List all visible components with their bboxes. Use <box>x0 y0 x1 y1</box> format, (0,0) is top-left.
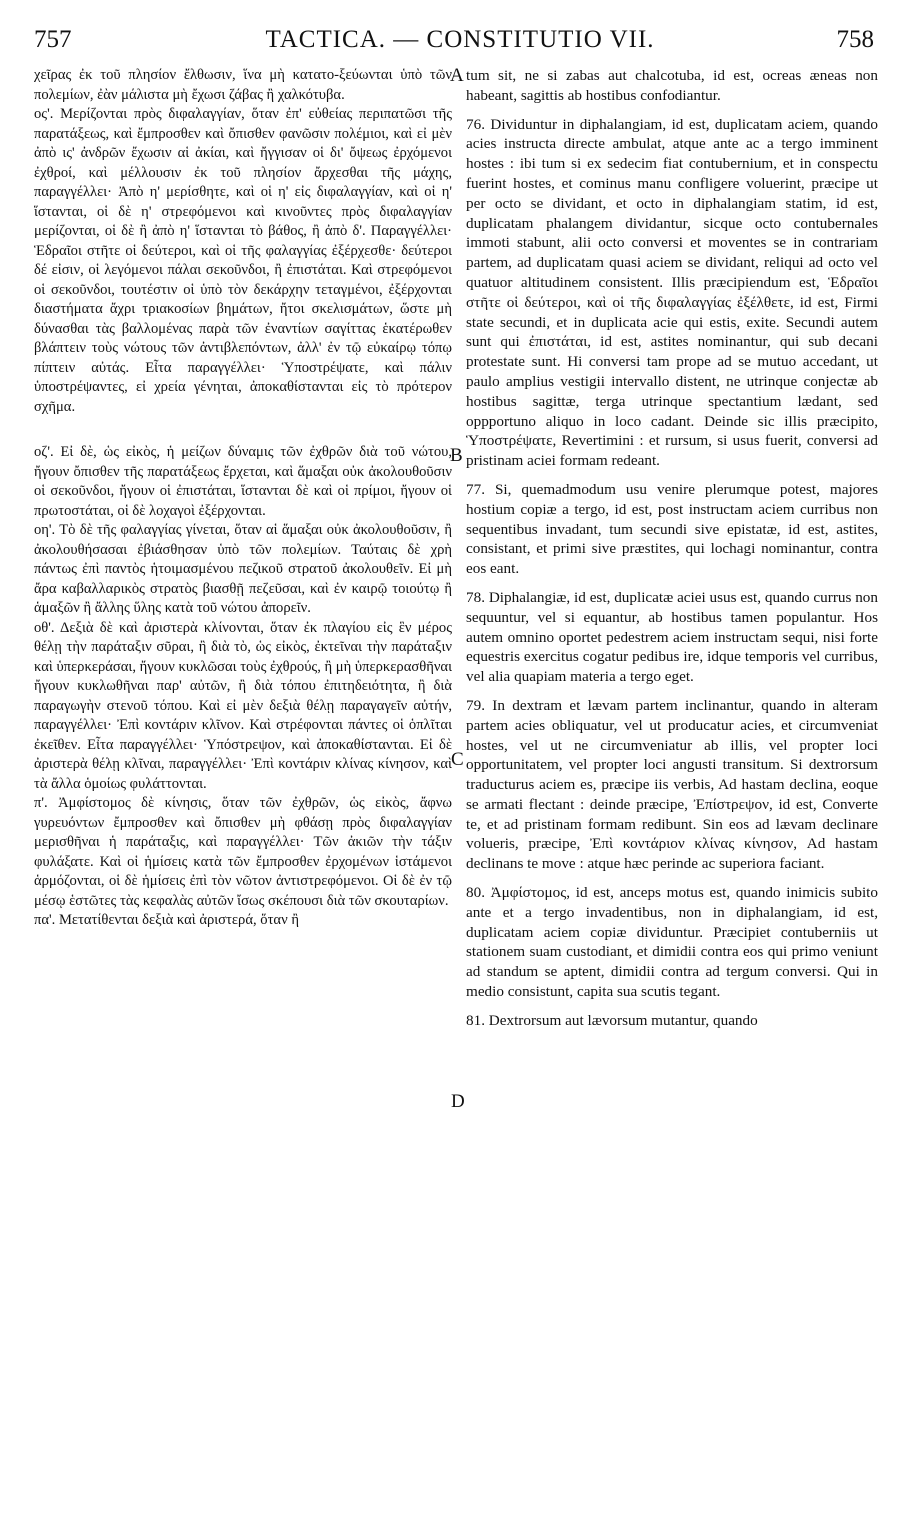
greek-paragraph: οθ'. Δεξιὰ δὲ καὶ ἀριστερὰ κλίνονται, ὅταν ἐκ πλαγίου εἰς ἓν μέρος θέλῃ τὴν παράταξιν σῦραι, ἢ διὰ τὸ, ὡς εἰκὸς, ἐκτεῖναι τὴν παράταξιν καὶ ὑπερκεράσαι, ἤγουν κυκλῶσαι τοὺς ἐχθρούς, ἢ μὴ ὑπερκερασθῆναι ἤγουν κυκλωθῆναι παρ' αὐτῶν, ἢ διὰ τόπου ἐπιτηδειότητα, ἢ διὰ παραγωγὴν στενοῦ τόπου. Καὶ εἰ μὲν δεξιὰ θέλῃ παραγαγεῖν αὐτήν, παραγγέλλει· Ἐπὶ κοντάριν κλῖνον. Καὶ στρέφονται πάντες οἱ ὁπλῖται ἐκεῖθεν. Εἶτα παραγγέλλει· Ὑπόστρεψον, καὶ ἀποκαθίστανται. Εἰ δὲ ἀριστερὰ θέλῃ κλῖναι, παραγγέλλει· Ἐπὶ κοντάριν κλίνας κίνησον, καὶ τὰ ἄλλα ὁμοίως φυλάττονται. <box>34 619 452 792</box>
latin-paragraph: 76. Dividuntur in diphalangiam, id est, duplicatam aciem, quando acies instructa directe ambulat, atque ante ac a tergo imminent hostes : ibi tum si ex sedecim fiat contubernium, et in conspectu fuerint hostes, et cominus manu confligere voluerint, præcipe ut per octo se dividant, et octo in diphalangiam statim, id est, duplicatam phalangem dividantur, sicque octo contubernales immoti stabunt, alii octo conversi et moventes se in contrariam partem, ad duplicatam quasi aciem se dividant, reliqui ad octo vel quatuor altitudinem consistent. Illis præcipiendum est, Ἑδραῖοι στῆτε οἱ δεύτεροι, καὶ οἱ τῆς διφαλαγγίας ἐξέλθετε, id est, Firmi state secundi, et in duplicata acie qui estis, exite. Secundi autem sunt qui ἐπιστάται, id est, astites nominantur, qui sub decani protestate sunt. Hi conversi tam prope ad se mutuo accedant, ut paulo amplius vestigii intervallo distent, ne utrinque conjectæ ab hostibus sagittæ, terga utrinque spectantium lædant, sed oppportuno aliquo in loco cadant. Deinde sic illis præcipito, Ὑποστρέψατε, Revertimini : et rursum, si usus fuerit, conversi ad pristinam aciei formam redeant. <box>466 115 878 470</box>
greek-column <box>34 66 452 931</box>
latin-paragraph: 80. Ἀμφίστομος, id est, anceps motus est, quando inimicis subito ante et a tergo invadentibus, non in diphalangiam, id est, duplicatam aciem copiæ dividuntur. Præcipiet contuberniis ut stationem suam custodiant, et dimidii contra eos qui primo veniunt ad standum se aptent, dimidii contra ad tergum conversi. Qui in medio consistunt, capita sua scutis tegant. <box>466 884 878 1001</box>
latin-paragraph: 79. In dextram et lævam partem inclinantur, quando in alteram partem acies obliquatur, vel ut producatur acies, et circumveniat hostes, vel ut ne circumveniatur ab illis, vel propter loci opportunitatem, vel propter loci angusti transitum. Si dextrorsum traducturus aciem es, præcipe iis verbis, Ad hastam declina, eoque se armati flectant : deinde præcipe, Ἐπίστρεψον, id est, Converte te, et ad pristinam formam redibunt. Sin eos ad lævam declinare volueris, præcipe, Ἐπὶ κοντάριον κλίνας κίνησον, Ad hastam declinans te move : atque hæc perinde ac superiora faciant. <box>466 696 878 873</box>
greek-paragraph: π'. Ἀμφίστομος δὲ κίνησις, ὅταν τῶν ἐχθρῶν, ὡς εἰκὸς, ἄφνω γυρευόντων ἔμπροσθεν καὶ ὄπισθεν μὴ φθάσῃ πρὸς διφαλαγγίαν μερισθῆναι ἡ παράταξις, καὶ παραγγέλλει· Τῶν ἀκιῶν τὴν τάξιν φυλάξατε. Καὶ οἱ ἡμίσεις κατὰ τῶν ἔμπροσθεν ἐρχομένων ἱστάμενοι ἁρμόζονται, οἱ δὲ ἡμίσεις ἐπὶ τὸν νῶτον ἀντιστρεφόμενοι. Οἱ δὲ ἐν τῷ μέσῳ ἑστῶτες τὰς κεφαλὰς αὐτῶν ἴσως σκέπουσι διὰ τῶν σκουταρίων. <box>34 795 452 909</box>
greek-paragraph: πα'. Μετατίθενται δεξιὰ καὶ ἀριστερά, ὅταν ἢ <box>34 912 299 928</box>
latin-column <box>466 66 878 1031</box>
margin-letter-b: B <box>450 445 463 466</box>
running-title: TACTICA. — CONSTITUTIO VII. <box>265 26 655 53</box>
latin-paragraph: tum sit, ne si zabas aut chalcotuba, id est, ocreas æneas non habeant, sagittis ab hostibus confodiantur. <box>466 67 878 104</box>
margin-letter-a: A <box>450 65 464 86</box>
greek-paragraph: ος'. Μερίζονται πρὸς διφαλαγγίαν, ὅταν ἐπ' εὐθείας περιπατῶσι τῆς παρατάξεως, καὶ ἔμπροσθεν καὶ ὄπισθεν φανῶσιν πολέμιοι, καὶ εἰ μὲν ἀπὸ ις' ἀνδρῶν ἔχωσιν αἱ ἀκίαι, καὶ ἤγγισαν οἱ δι' ὄψεως ἐρχόμενοι ἐχθροί, καὶ μέλλουσιν ἐκ τοῦ πλησίον ἄρχεσθαι τῆς μάχης, παραγγέλλει· Ἀπὸ η' μερίσθητε, καὶ οἱ η' εἰς διφαλαγγίαν, καὶ οἱ η' ἵστανται, οἱ δὲ η' στρεφόμενοι καὶ κινοῦντες πρὸς διφαλαγγίαν μερίζονται, οἱ δὲ ἢ ἀπὸ η' ἵστανται τὸ βάθος, ἢ ἀπὸ δ'. Παραγγέλλει· Ἑδραῖοι στῆτε οἱ δεύτεροι, καὶ οἱ τῆς φαλαγγίας ἐξέρχεσθε· δεύτεροι δέ εἰσιν, οἱ λεγόμενοι πάλαι σεκοῦνδοι, ἢ ἐπιστάται. Καὶ στρεφόμενοι οἱ σεκοῦνδοι, τουτέστιν οἱ ὑπὸ τὸν δεκάρχην τεταγμένοι, ἐξέρχονται διαστήματα ἄχρι τριακοσίων βημάτων, ἤτοι σκελισμάτων, ὥστε μὴ δύνασθαι τὰς βαλλομένας παρὰ τῶν ἐναντίων σαγίττας ἑκατέρωθεν βλάπτειν τοὺς νώτους τῶν ἀντιβλεπόντων, ἀλλ' ἐν τῷ εὐκαίρῳ τόπῳ πίπτειν αὐτάς. Εἶτα παραγγέλλει· Ὑποστρέψατε, καὶ πάλιν ὑποστρέψαντες, εἰ χρεία γένηται, ἀποκαθίστανται εἰς τὸ πρότερον σχῆμα. <box>34 106 452 415</box>
greek-paragraph: χεῖρας ἐκ τοῦ πλησίον ἔλθωσιν, ἵνα μὴ κατατο-ξεύωνται ὑπὸ τῶν πολεμίων, ἐὰν μάλιστα μὴ ἔχωσι ζάβας ἢ χαλκότυβα. <box>34 67 452 103</box>
page-number-right: 758 <box>836 26 874 53</box>
running-header <box>0 22 920 58</box>
margin-letter-c: C <box>451 749 464 770</box>
page-number-left: 757 <box>34 26 72 53</box>
greek-paragraph: οη'. Τὸ δὲ τῆς φαλαγγίας γίνεται, ὅταν αἱ ἅμαξαι οὐκ ἀκολουθοῦσιν, ἢ ἀκολουθήσασαι ἐβιάσθησαν ὑπὸ τῶν πολεμίων. Ταύταις δὲ χρὴ πάντως ἐπὶ παντὸς ἡτοιμασμένου πεζικοῦ στρατοῦ ἀκολουθεῖν. Εἰ μὴ ἄρα καβαλλαρικὸς στρατὸς βιασθῇ πεζεῦσαι, καὶ ἐν καιρῷ τοιούτῳ ἢ ἁμαξῶν ἢ ἄλλης ὕλης κατὰ τοῦ νώτου ἀπορεῖν. <box>34 522 452 616</box>
margin-letter-d: D <box>451 1091 465 1112</box>
greek-paragraph: οζ'. Εἰ δὲ, ὡς εἰκὸς, ἡ μείζων δύναμις τῶν ἐχθρῶν διὰ τοῦ νώτου, ἤγουν ὄπισθεν τῆς παρατάξεως ἔρχεται, καὶ ἅμαξαι οὐκ ἀκολουθοῦσιν οἱ σεκοῦνδοι, ἤγουν οἱ ἐπιστάται, ἵστανται δὲ καὶ οἱ πρίμοι, ἤγουν οἱ πρωτοστάται, οἱ δὲ λοχαγοὶ ἐξέρχονται. <box>34 444 452 519</box>
latin-paragraph: 81. Dextrorsum aut lævorsum mutantur, quando <box>466 1011 758 1029</box>
latin-paragraph: 78. Diphalangiæ, id est, duplicatæ aciei usus est, quando currus non sequuntur, vel si equantur, ab hostibus tamen populantur. Hos autem omnino oportet pedestrem aciem instructam sequi, nisi forte equestris exercitus cogatur pedibus ire, idque temporis vel curribus, vel alia quapiam materia a tergo eget. <box>466 588 878 686</box>
latin-paragraph: 77. Si, quemadmodum usu venire plerumque potest, majores hostium copiæ a tergo, id est, post instructam aciem curribus non sequentibus invadant, tum secundi sive epistatæ, id est, astites, consistant, et primi sive præstites, qui lochagi nominantur, contra eos eant. <box>466 480 878 578</box>
